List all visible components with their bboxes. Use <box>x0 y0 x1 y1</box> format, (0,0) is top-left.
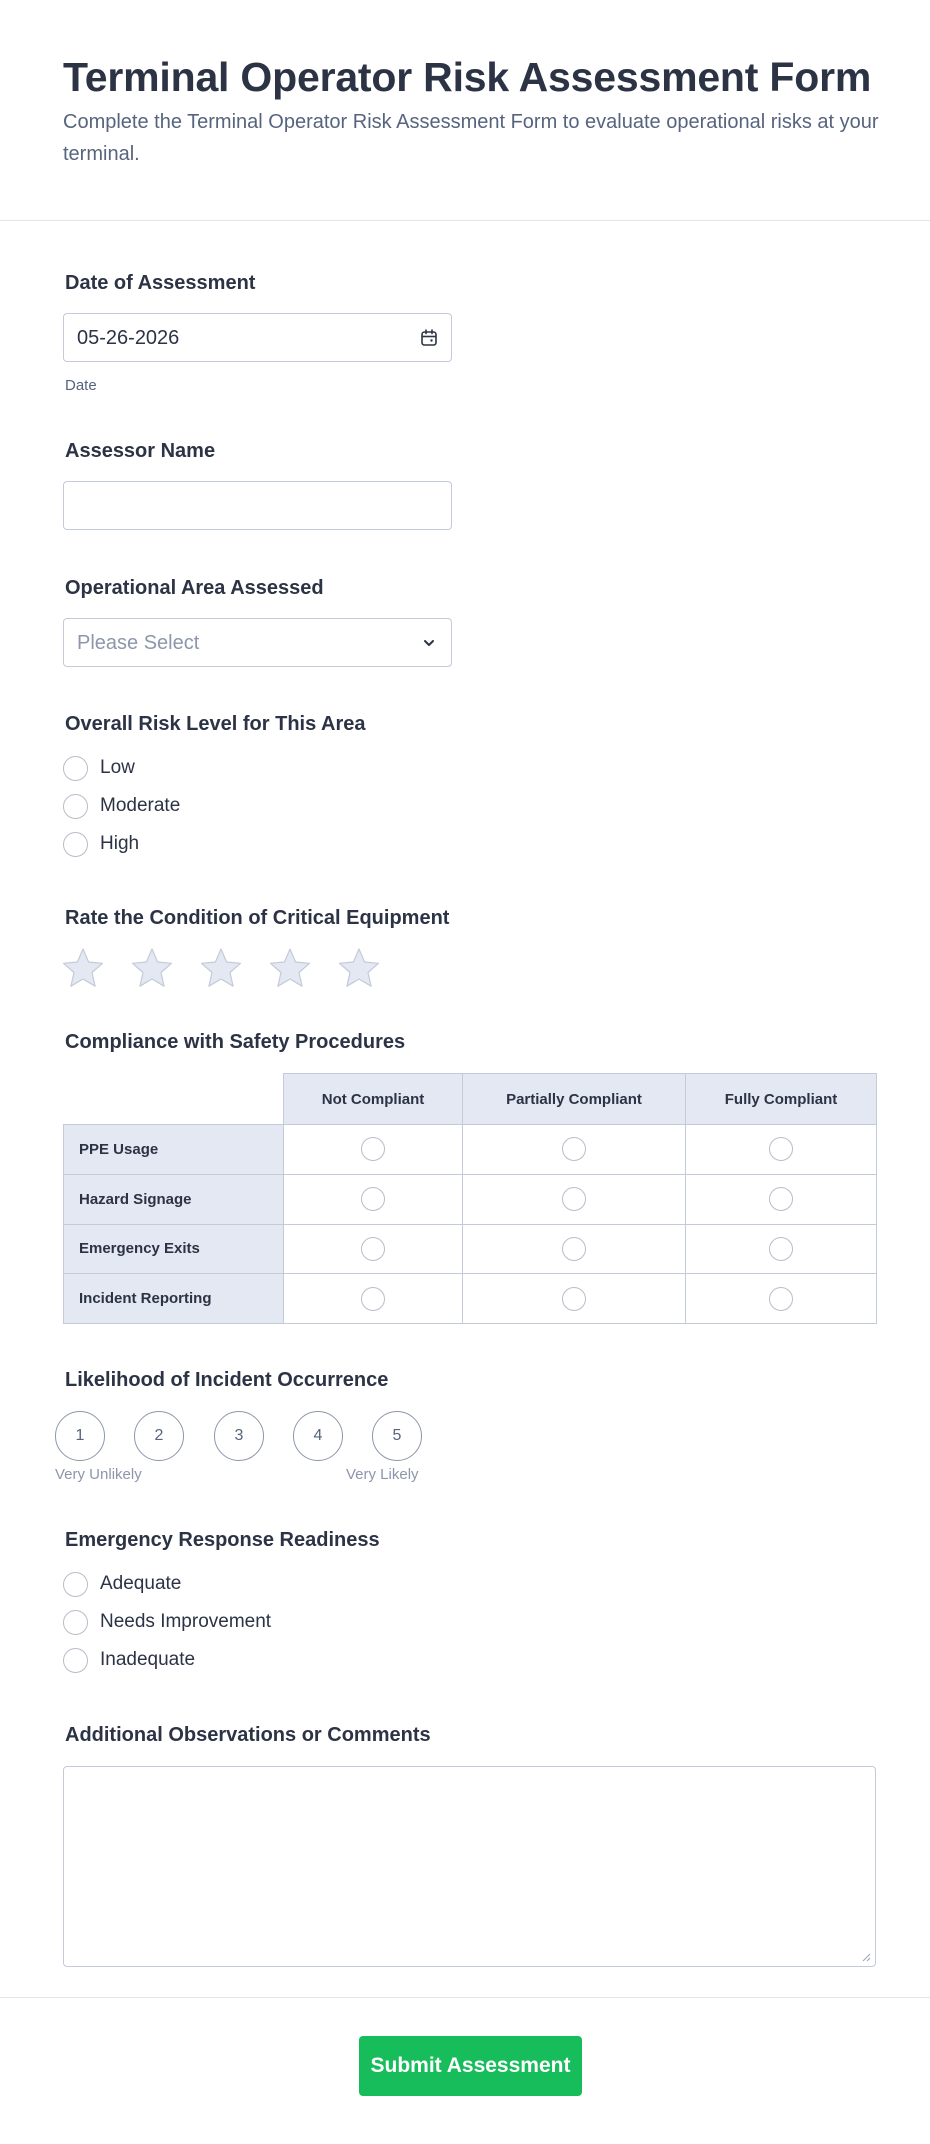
readiness-label: Emergency Response Readiness <box>65 1529 380 1551</box>
matrix-cell[interactable] <box>463 1125 686 1175</box>
radio-button[interactable] <box>63 1610 88 1635</box>
matrix-cell[interactable] <box>284 1174 463 1224</box>
radio-button[interactable] <box>361 1237 385 1261</box>
star-icon-1[interactable] <box>61 946 105 990</box>
radio-button[interactable] <box>63 832 88 857</box>
risk-option-label: High <box>100 833 140 854</box>
calendar-icon[interactable] <box>419 328 439 348</box>
star-icon-3[interactable] <box>199 946 243 990</box>
matrix-cell[interactable] <box>686 1125 877 1175</box>
radio-button[interactable] <box>361 1137 385 1161</box>
readiness-option-label: Needs Improvement <box>100 1611 272 1632</box>
radio-button[interactable] <box>63 794 88 819</box>
matrix-cell[interactable] <box>686 1174 877 1224</box>
matrix-cell[interactable] <box>463 1274 686 1324</box>
matrix-row <box>64 1125 877 1175</box>
radio-button[interactable] <box>769 1237 793 1261</box>
matrix-cell[interactable] <box>686 1224 877 1274</box>
matrix-row-label: Emergency Exits <box>64 1224 284 1274</box>
star-icon-2[interactable] <box>130 946 174 990</box>
risk-option-label: Low <box>100 757 135 778</box>
date-label: Date of Assessment <box>65 272 256 294</box>
matrix-column-header: Partially Compliant <box>463 1074 686 1125</box>
radio-button[interactable] <box>63 1648 88 1673</box>
date-input[interactable] <box>63 313 452 362</box>
matrix-cell[interactable] <box>463 1224 686 1274</box>
radio-button[interactable] <box>63 1572 88 1597</box>
risk-level-label: Overall Risk Level for This Area <box>65 713 366 735</box>
scale-low-label: Very Unlikely <box>55 1466 142 1483</box>
assessor-name-input[interactable] <box>63 481 452 530</box>
chevron-down-icon <box>419 633 439 653</box>
risk-option-label: Moderate <box>100 795 181 816</box>
comments-textarea[interactable] <box>63 1766 876 1967</box>
comments-label: Additional Observations or Comments <box>65 1724 431 1746</box>
matrix-header-row <box>64 1074 877 1125</box>
radio-button[interactable] <box>562 1287 586 1311</box>
radio-button[interactable] <box>769 1187 793 1211</box>
likelihood-label: Likelihood of Incident Occurrence <box>65 1369 389 1391</box>
footer-divider <box>0 1997 930 1998</box>
matrix-row <box>64 1224 877 1274</box>
radio-button[interactable] <box>361 1187 385 1211</box>
radio-button[interactable] <box>769 1287 793 1311</box>
form-header <box>0 0 930 221</box>
matrix-corner <box>64 1074 284 1125</box>
scale-option-4[interactable]: 4 <box>293 1411 343 1461</box>
scale-option-5[interactable]: 5 <box>372 1411 422 1461</box>
matrix-cell[interactable] <box>284 1274 463 1324</box>
matrix-row <box>64 1274 877 1324</box>
submit-button[interactable]: Submit Assessment <box>359 2036 582 2096</box>
form-subtitle: Complete the Terminal Operator Risk Assessment Form to evaluate operational risks at your terminal. <box>63 111 879 165</box>
resize-grip-icon[interactable] <box>861 1952 871 1962</box>
star-icon-4[interactable] <box>268 946 312 990</box>
scale-high-label: Very Likely <box>346 1466 419 1483</box>
area-select[interactable] <box>63 618 452 667</box>
readiness-option-label: Adequate <box>100 1573 182 1594</box>
date-value: 05-26-2026 <box>77 327 180 349</box>
matrix-cell[interactable] <box>686 1274 877 1324</box>
form-title: Terminal Operator Risk Assessment Form <box>63 54 872 100</box>
matrix-row-label: Hazard Signage <box>64 1174 284 1224</box>
scale-option-2[interactable]: 2 <box>134 1411 184 1461</box>
radio-button[interactable] <box>361 1287 385 1311</box>
radio-button[interactable] <box>769 1137 793 1161</box>
equipment-rating-label: Rate the Condition of Critical Equipment <box>65 907 450 929</box>
scale-option-3[interactable]: 3 <box>214 1411 264 1461</box>
matrix-cell[interactable] <box>463 1174 686 1224</box>
readiness-option-label: Inadequate <box>100 1649 196 1670</box>
area-label: Operational Area Assessed <box>65 577 324 599</box>
matrix-row-label: Incident Reporting <box>64 1274 284 1324</box>
radio-button[interactable] <box>562 1137 586 1161</box>
matrix-row-label: PPE Usage <box>64 1125 284 1175</box>
date-sublabel: Date <box>65 377 97 394</box>
compliance-label: Compliance with Safety Procedures <box>65 1031 406 1053</box>
radio-button[interactable] <box>562 1187 586 1211</box>
matrix-row <box>64 1174 877 1224</box>
matrix-column-header: Fully Compliant <box>686 1074 877 1125</box>
assessor-label: Assessor Name <box>65 440 216 462</box>
area-placeholder: Please Select <box>77 632 200 654</box>
matrix-column-header: Not Compliant <box>284 1074 463 1125</box>
compliance-matrix <box>63 1073 876 1324</box>
matrix-cell[interactable] <box>284 1125 463 1175</box>
star-icon-5[interactable] <box>337 946 381 990</box>
radio-button[interactable] <box>562 1237 586 1261</box>
radio-button[interactable] <box>63 756 88 781</box>
scale-option-1[interactable]: 1 <box>55 1411 105 1461</box>
matrix-cell[interactable] <box>284 1224 463 1274</box>
